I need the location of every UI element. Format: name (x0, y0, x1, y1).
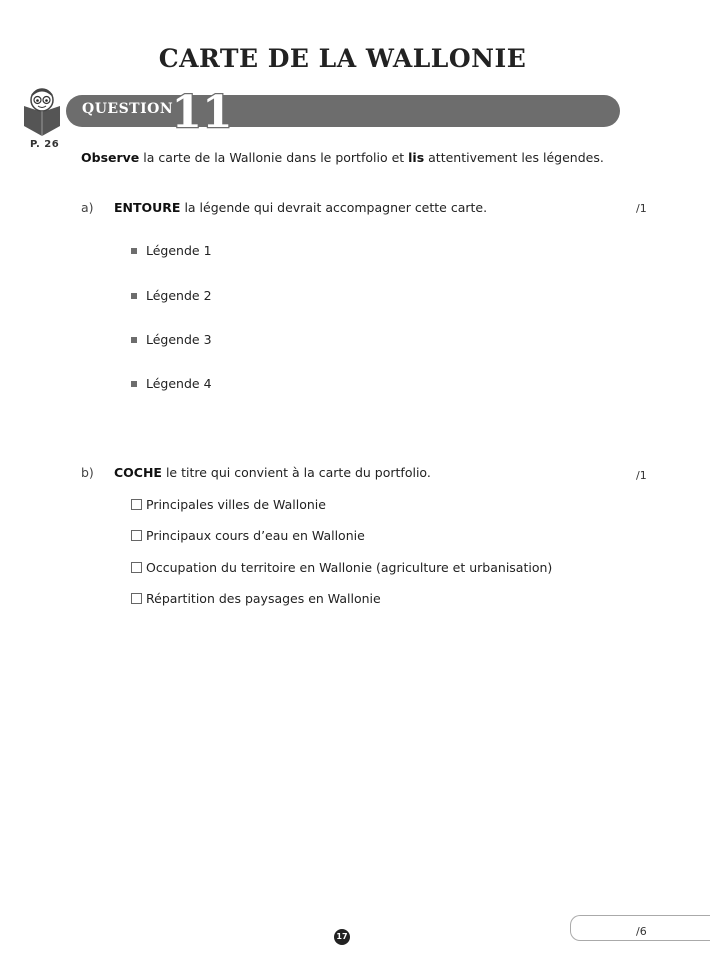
title-option-label: Occupation du territoire en Wallonie (agriculture et urbanisation) (146, 560, 553, 575)
part-a-score: /1 (636, 202, 647, 215)
legend-option-label: Légende 2 (146, 288, 212, 303)
legend-option[interactable] (131, 288, 212, 303)
title-option-label: Principaux cours d’eau en Wallonie (146, 528, 365, 543)
legend-option[interactable] (131, 332, 212, 347)
part-b-letter: b) (81, 465, 94, 480)
instruction-part-1: la carte de la Wallonie dans le portfolio et (139, 150, 409, 165)
square-bullet-icon (131, 337, 137, 343)
square-bullet-icon (131, 293, 137, 299)
title-option[interactable] (131, 497, 326, 512)
square-bullet-icon (131, 248, 137, 254)
part-b-text: le titre qui convient à la carte du portfolio. (161, 465, 431, 480)
title-option-label: Répartition des paysages en Wallonie (146, 591, 381, 606)
page-number: 17 (334, 929, 350, 945)
instruction-part-2: attentivement les légendes. (424, 150, 604, 165)
part-a-verb: ENTOURE (114, 200, 181, 215)
legend-option-label: Légende 3 (146, 332, 212, 347)
page-title: CARTE DE LA WALLONIE (158, 44, 527, 73)
instruction-text (81, 150, 604, 165)
question-label: QUESTION (82, 101, 174, 117)
part-b-question (114, 465, 431, 480)
title-option[interactable] (131, 591, 381, 606)
empty-checkbox-icon[interactable] (131, 562, 142, 573)
part-a-text: la légende qui devrait accompagner cette carte. (180, 200, 488, 215)
svg-text:11: 11 (171, 87, 233, 138)
part-b-verb: COCHE (114, 465, 162, 480)
title-option[interactable] (131, 528, 365, 543)
title-option[interactable] (131, 560, 552, 575)
page-reference: P. 26 (30, 139, 60, 150)
question-number (171, 86, 233, 138)
square-bullet-icon (131, 381, 137, 387)
legend-option[interactable] (131, 376, 212, 391)
instruction-verb-lis: lis (408, 150, 425, 165)
part-a-letter: a) (81, 200, 94, 215)
empty-checkbox-icon[interactable] (131, 593, 142, 604)
instruction-verb-observe: Observe (81, 150, 140, 165)
part-b-score: /1 (636, 469, 647, 482)
legend-option-label: Légende 4 (146, 376, 212, 391)
legend-option[interactable] (131, 243, 212, 258)
empty-checkbox-icon[interactable] (131, 530, 142, 541)
part-a-question (114, 200, 487, 215)
title-option-label: Principales villes de Wallonie (146, 497, 326, 512)
reading-child-icon (22, 86, 62, 138)
legend-option-label: Légende 1 (146, 243, 212, 258)
total-score: /6 (636, 925, 647, 938)
empty-checkbox-icon[interactable] (131, 499, 142, 510)
